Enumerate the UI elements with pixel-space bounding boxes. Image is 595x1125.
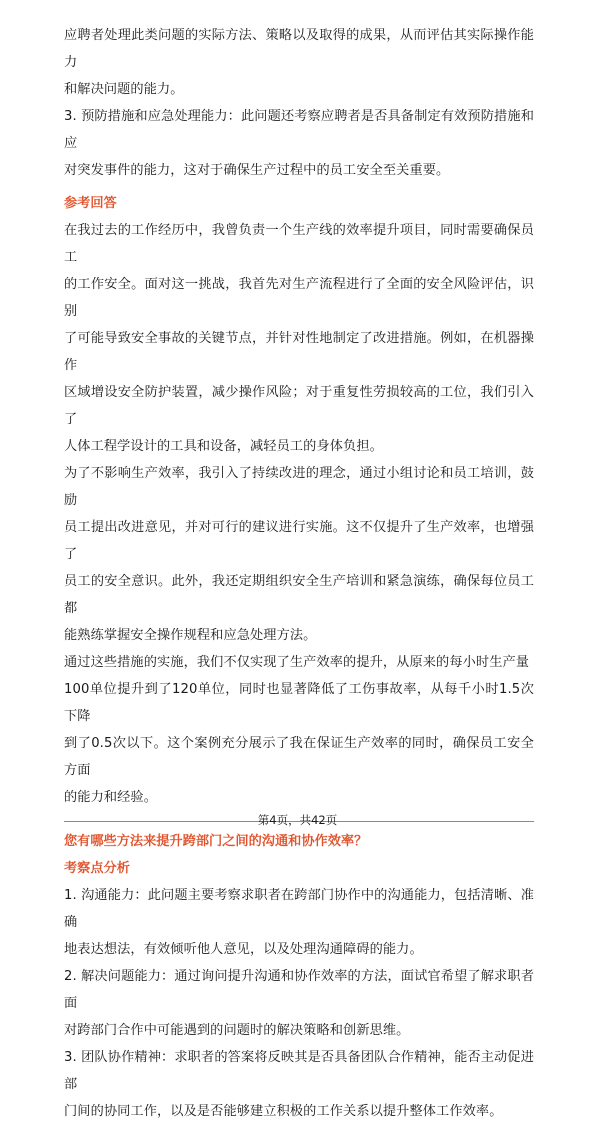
text-line: 人体工程学设计的工具和设备，减轻员工的身体负担。	[64, 439, 383, 454]
analysis-item-1	[64, 882, 534, 963]
text-line: 的能力和经验。	[64, 790, 158, 805]
text-line: 对跨部门合作中可能遇到的问题时的解决策略和创新思维。	[64, 1023, 410, 1038]
document-body	[64, 22, 534, 1125]
text-line: 能熟练掌握安全操作规程和应急处理方法。	[64, 628, 317, 643]
text-line: 为了不影响生产效率，我引入了持续改进的理念，通过小组讨论和员工培训，鼓励	[64, 466, 534, 508]
text-line: 2. 解决问题能力：通过询问提升沟通和协作效率的方法，面试官希望了解求职者面	[64, 969, 534, 1011]
text-line: 在我过去的工作经历中，我曾负责一个生产线的效率提升项目，同时需要确保员工	[64, 223, 534, 265]
intro-paragraph	[64, 22, 534, 103]
answer-paragraph-2	[64, 460, 534, 649]
text-line: 门间的协同工作，以及是否能够建立积极的工作关系以提升整体工作效率。	[64, 1104, 503, 1119]
text-line: 区域增设安全防护装置，减少操作风险；对于重复性劳损较高的工位，我们引入了	[64, 385, 534, 427]
point-3-paragraph	[64, 103, 534, 184]
question-heading: 您有哪些方法来提升跨部门之间的沟通和协作效率？	[64, 834, 368, 849]
text-line: 员工提出改进意见，并对可行的建议进行实施。这不仅提升了生产效率，也增强了	[64, 520, 534, 562]
analysis-item-2	[64, 963, 534, 1044]
answer-paragraph-1	[64, 217, 534, 460]
text-line: 1. 沟通能力：此问题主要考察求职者在跨部门协作中的沟通能力，包括清晰、准确	[64, 888, 534, 930]
text-line: 100单位提升到了120单位，同时也显著降低了工伤事故率，从每千小时1.5次下降	[64, 682, 534, 724]
answer-paragraph-3	[64, 649, 534, 811]
text-line: 通过这些措施的实施，我们不仅实现了生产效率的提升，从原来的每小时生产量	[64, 655, 530, 670]
text-line: 3. 预防措施和应急处理能力：此问题还考察应聘者是否具备制定有效预防措施和应	[64, 109, 534, 151]
text-line: 到了0.5次以下。这个案例充分展示了我在保证生产效率的同时，确保员工安全方面	[64, 736, 534, 778]
text-line: 和解决问题的能力。	[64, 82, 184, 97]
text-line: 的工作安全。面对这一挑战，我首先对生产流程进行了全面的安全风险评估，识别	[64, 277, 534, 319]
text-line: 3. 团队协作精神：求职者的答案将反映其是否具备团队合作精神，能否主动促进部	[64, 1050, 534, 1092]
page-number: 第4页，共42页	[257, 813, 338, 827]
text-line: 对突发事件的能力，这对于确保生产过程中的员工安全至关重要。	[64, 163, 450, 178]
text-line: 地表达想法，有效倾听他人意见，以及处理沟通障碍的能力。	[64, 942, 423, 957]
analysis-heading: 考察点分析	[64, 861, 130, 876]
text-line: 了可能导致安全事故的关键节点，并针对性地制定了改进措施。例如，在机器操作	[64, 331, 534, 373]
answer-heading: 参考回答	[64, 196, 117, 211]
text-line: 应聘者处理此类问题的实际方法、策略以及取得的成果，从而评估其实际操作能力	[64, 28, 534, 70]
text-line: 员工的安全意识。此外，我还定期组织安全生产培训和紧急演练，确保每位员工都	[64, 574, 534, 616]
analysis-item-3	[64, 1044, 534, 1125]
